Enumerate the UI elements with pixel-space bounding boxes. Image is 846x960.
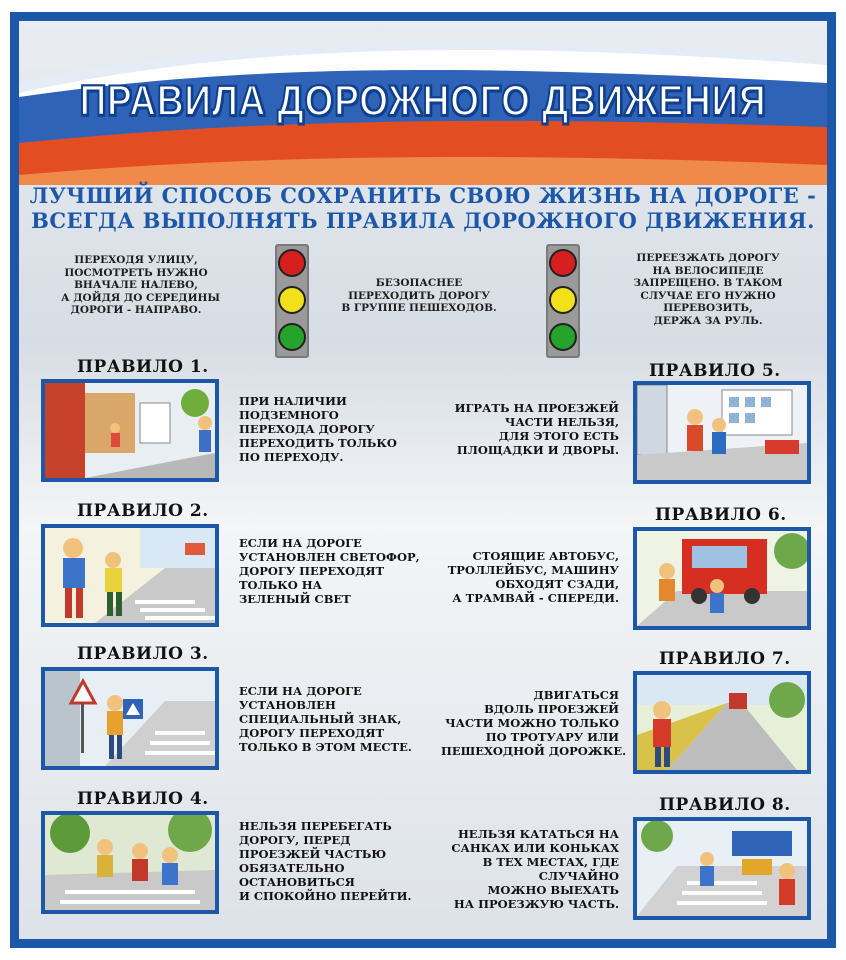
rule-5-title: ПРАВИЛО 5. [649,361,781,381]
rule-text-line: ТОЛЬКО НА [239,578,322,592]
note-center-line: В ГРУППЕ ПЕШЕХОДОВ. [341,302,497,314]
rule-4-title: ПРАВИЛО 4. [77,789,209,809]
rule-text-line: ПЛОЩАДКИ И ДВОРЫ. [456,443,619,457]
note-center-line: БЕЗОПАСНЕЕ [375,277,463,289]
rule-6-illustration [633,527,811,630]
rule-text-line: НЕЛЬЗЯ КАТАТЬСЯ НА [457,827,619,841]
note-right [633,252,783,327]
note-center [339,277,499,315]
rule-7-illustration [633,671,811,774]
rule-text-line: ОБЯЗАТЕЛЬНО [239,861,345,875]
rule-text-line: ЗЕЛЕНЫЙ СВЕТ [239,592,351,606]
rule-8-title: ПРАВИЛО 8. [659,795,791,815]
rule-text-line: САНКАХ ИЛИ КОНЬКАХ [451,841,619,855]
rule-1-illustration [41,379,219,482]
rule-text-line: ДВИГАТЬСЯ [533,688,619,702]
rule-text-line: ПО ПЕРЕХОДУ. [239,450,344,464]
rule-4-text [239,819,411,903]
rule-4-illustration [41,811,219,914]
rule-text-line: НЕЛЬЗЯ ПЕРЕБЕГАТЬ [239,819,392,833]
rule-text-line: СТОЯЩИЕ АВТОБУС, [472,549,619,563]
rule-text-line: ОБХОДЯТ СЗАДИ, [495,577,619,591]
rule-text-line: В ТЕХ МЕСТАХ, ГДЕ [482,855,619,869]
rule-text-line: ЧАСТИ МОЖНО ТОЛЬКО [445,716,619,730]
rule-1-title: ПРАВИЛО 1. [77,357,209,377]
rule-3-text [239,684,412,754]
note-left [61,254,221,317]
rule-text-line: ЕСЛИ НА ДОРОГЕ [239,684,362,698]
note-center-line: ПЕРЕХОДИТЬ ДОРОГУ [348,289,490,302]
rule-text-line: ВДОЛЬ ПРОЕЗЖЕЙ [484,702,619,716]
traffic-light-icon [272,244,312,358]
note-left-line: ВНАЧАЛЕ НАЛЕВО, [74,279,198,291]
rule-text-line: ПЕРЕХОДИТЬ ТОЛЬКО [239,436,397,450]
rule-text-line: ПО ТРОТУАРУ ИЛИ [485,730,619,744]
note-right-line: ЗАПРЕЩЕНО. В ТАКОМ [633,277,783,289]
rule-text-line: ПРИ НАЛИЧИИ [239,394,347,408]
rule-6-title: ПРАВИЛО 6. [655,505,787,525]
note-left-line: А ДОЙДЯ ДО СЕРЕДИНЫ [61,291,221,304]
rule-8-illustration [633,817,811,920]
rule-7-title: ПРАВИЛО 7. [659,649,791,669]
rule-5-text [441,401,619,457]
rule-7-text [441,688,627,758]
note-right-line: НА ВЕЛОСИПЕДЕ [652,264,764,277]
note-left-line: ПЕРЕХОДЯ УЛИЦУ, [74,254,198,266]
rule-text-line: ПЕШЕХОДНОЙ ДОРОЖКЕ. [441,744,627,758]
rule-text-line: ТРОЛЛЕЙБУС, МАШИНУ [447,563,619,577]
rule-text-line: ПРОЕЗЖЕЙ ЧАСТЬЮ [239,847,387,861]
rule-text-line: И СПОКОЙНО ПЕРЕЙТИ. [239,889,412,903]
note-right-line: ПЕРЕЕЗЖАТЬ ДОРОГУ [636,252,780,264]
note-left-line: ДОРОГИ - НАПРАВО. [70,304,202,316]
rule-text-line: ДЛЯ ЭТОГО ЕСТЬ [498,429,619,443]
rule-1-text [239,394,397,464]
rule-2-illustration [41,524,219,627]
poster-frame [10,12,836,948]
note-right-line: СЛУЧАЕ ЕГО НУЖНО [640,289,776,302]
note-right-line: ДЕРЖА ЗА РУЛЬ. [653,314,763,327]
rule-3-title: ПРАВИЛО 3. [77,644,209,664]
rule-text-line: ДОРОГУ ПЕРЕХОДЯТ [239,564,385,578]
rule-text-line: А ТРАМВАЙ - СПЕРЕДИ. [452,591,619,605]
rule-text-line: ЧАСТИ НЕЛЬЗЯ, [504,415,619,429]
rule-text-line: ДОРОГУ, ПЕРЕД [239,833,351,847]
rule-text-line: УСТАНОВЛЕН СВЕТОФОР, [239,550,420,564]
rule-text-line: СПЕЦИАЛЬНЫЙ ЗНАК, [239,712,402,726]
note-right-line: ПЕРЕВОЗИТЬ, [663,302,753,314]
slogan-line-1: ЛУЧШИЙ СПОСОБ СОХРАНИТЬ СВОЮ ЖИЗНЬ НА ДОРОГЕ - [29,183,817,208]
slogan-line-2: ВСЕГДА ВЫПОЛНЯТЬ ПРАВИЛА ДОРОЖНОГО ДВИЖЕНИЯ. [31,208,815,233]
rule-text-line: ИГРАТЬ НА ПРОЕЗЖЕЙ [454,401,619,415]
rule-8-text [441,827,619,911]
poster-title: ПРАВИЛА ДОРОЖНОГО ДВИЖЕНИЯ [79,77,767,125]
rule-text-line: ПЕРЕХОДА ДОРОГУ [239,422,375,436]
rule-2-title: ПРАВИЛО 2. [77,501,209,521]
rule-text-line: ДОРОГУ ПЕРЕХОДЯТ [239,726,385,740]
rule-text-line: УСТАНОВЛЕН [239,698,336,712]
rule-3-illustration [41,667,219,770]
rule-text-line: ОСТАНОВИТЬСЯ [239,875,355,889]
rule-text-line: НА ПРОЕЗЖУЮ ЧАСТЬ. [453,897,619,911]
rule-text-line: МОЖНО ВЫЕХАТЬ [487,883,619,897]
rule-5-illustration [633,381,811,484]
traffic-light-icon [543,244,583,358]
rule-text-line: ПОДЗЕМНОГО [239,408,339,422]
rule-2-text [239,536,420,606]
rule-text-line: ЕСЛИ НА ДОРОГЕ [239,536,362,550]
rule-text-line: СЛУЧАЙНО [538,869,619,883]
rule-text-line: ТОЛЬКО В ЭТОМ МЕСТЕ. [239,740,412,754]
rule-6-text [441,549,619,605]
note-left-line: ПОСМОТРЕТЬ НУЖНО [64,266,208,279]
